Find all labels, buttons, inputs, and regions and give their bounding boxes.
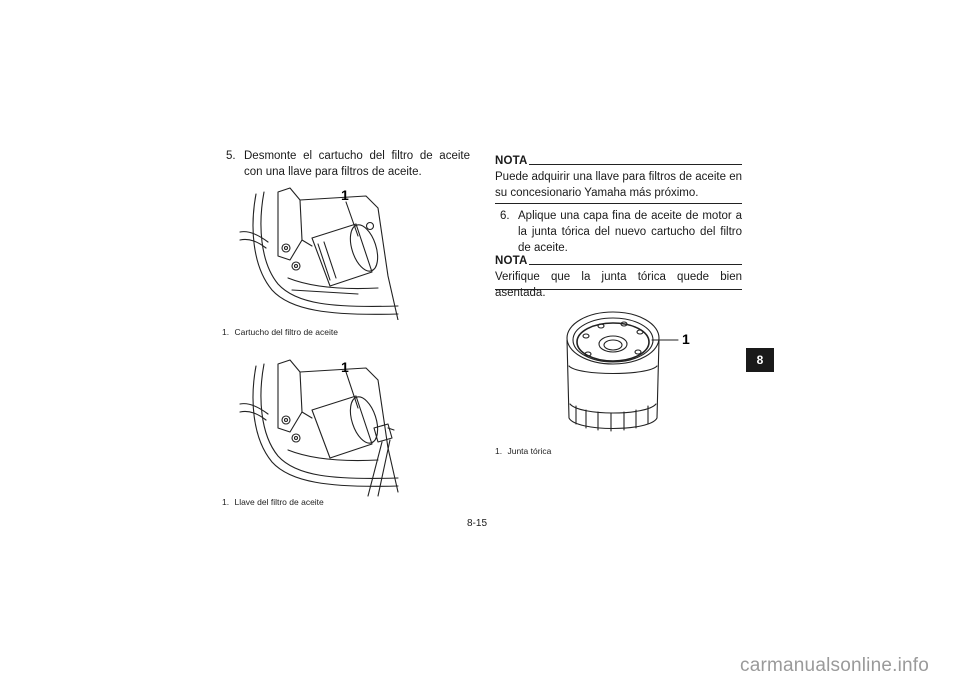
step-6 <box>500 208 742 258</box>
figure1-callout: 1 <box>341 187 349 203</box>
step-number: 6. <box>500 210 510 222</box>
note2-text: Verifique que la junta tórica quede bien asentada. <box>495 271 742 299</box>
note2-rule-top <box>529 264 742 265</box>
watermark-text[interactable]: carmanualsonline.info <box>740 655 930 676</box>
note1-text: Puede adquirir una llave para filtros de aceite en su concesionario Yamaha más próximo. <box>495 171 742 199</box>
caption-number: 1. <box>495 446 503 456</box>
figure-oil-filter-cartridge <box>238 186 410 320</box>
caption-text: Llave del filtro de aceite <box>234 497 324 507</box>
figure-oil-filter-wrench <box>238 358 410 498</box>
step-text: Desmonte el cartucho del filtro de aceite con una llave para filtros de aceite. <box>244 150 470 178</box>
figure-o-ring <box>556 306 706 442</box>
section-tab: 8 <box>746 348 774 372</box>
step-text: Aplique una capa fina de aceite de motor a la junta tórica del nuevo cartucho del filtro de aceite. <box>518 210 742 254</box>
figure3-callout: 1 <box>682 331 690 347</box>
note2-label: NOTA <box>495 255 528 267</box>
figure3-caption <box>495 446 551 456</box>
step-5 <box>226 148 471 182</box>
note1-label: NOTA <box>495 155 528 167</box>
page-number: 8-15 <box>467 518 488 529</box>
caption-number: 1. <box>222 327 230 337</box>
note1-rule-bottom <box>495 203 742 204</box>
figure2-callout: 1 <box>341 359 349 375</box>
caption-text: Junta tórica <box>507 446 552 456</box>
note2-rule-bottom <box>495 289 742 290</box>
step-number: 5. <box>226 150 236 162</box>
caption-number: 1. <box>222 497 230 507</box>
caption-text: Cartucho del filtro de aceite <box>234 327 338 337</box>
figure2-caption <box>222 497 324 507</box>
figure1-caption <box>222 327 338 337</box>
note1-rule-top <box>529 164 742 165</box>
